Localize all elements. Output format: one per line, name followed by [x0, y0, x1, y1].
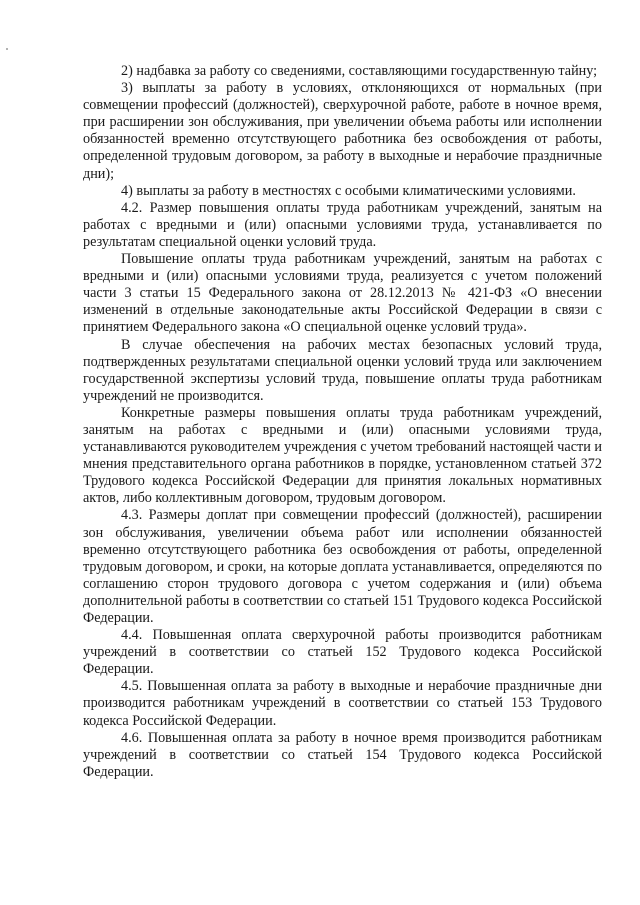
- paragraph-section-4-3: 4.3. Размеры доплат при совмещении профессий (должностей), расширении зон обслуживания, увеличении объема работ или исполнении обязанностей временно отсутствующего работника без освобождения от работы, определенной трудовым договором, и сроки, на которые доплата устанавливается, определяются по соглашению сторон трудового договора с учетом содержания и (или) объема дополнительной работы в соответствии со статьей 151 Трудового кодекса Российской Федерации.: [83, 507, 602, 626]
- paragraph-section-4-2-specific-amounts: Конкретные размеры повышения оплаты труда работникам учреждений, занятым на работах с вредными и (или) опасными условиями труда, устанавливаются руководителем учреждения с учетом требований настоящей части и мнения представительного органа работников в порядке, установленном статьей 372 Трудового кодекса Российской Федерации для принятия локальных нормативных актов, либо коллективным договором, трудовым договором.: [83, 404, 602, 507]
- paragraph-section-4-2-safe-conditions: В случае обеспечения на рабочих местах безопасных условий труда, подтвержденных результатами специальной оценки условий труда или заключением государственной экспертизы условий труда, повышение оплаты труда работникам учреждений не производится.: [83, 336, 602, 404]
- paragraph-item-3-abnormal-conditions-payments: 3) выплаты за работу в условиях, отклоняющихся от нормальных (при совмещении профессий (должностей), сверхурочной работе, работе в ночное время, при расширении зон обслуживания, при увеличении объема работы или исполнении обязанностей временно отсутствующего работника без освобождения от работы, определенной трудовым договором, за работу в выходные и нерабочие праздничные дни);: [83, 80, 602, 182]
- paragraph-section-4-6: 4.6. Повышенная оплата за работу в ночное время производится работникам учреждений в соответствии со статьей 154 Трудового кодекса Российской Федерации.: [83, 729, 602, 780]
- document-body: [83, 63, 602, 781]
- paragraph-section-4-4: 4.4. Повышенная оплата сверхурочной работы производится работникам учреждений в соответствии со статьей 152 Трудового кодекса Российской Федерации.: [83, 627, 602, 678]
- paragraph-item-4-climatic-conditions-payments: 4) выплаты за работу в местностях с особыми климатическими условиями.: [121, 182, 576, 199]
- scan-artifact-dot: [6, 48, 8, 50]
- paragraph-section-4-5: 4.5. Повышенная оплата за работу в выходные и нерабочие праздничные дни производится работникам учреждений в соответствии со статьей 153 Трудового кодекса Российской Федерации.: [83, 678, 602, 729]
- paragraph-item-2-state-secret-allowance: 2) надбавка за работу со сведениями, составляющими государственную тайну;: [121, 63, 598, 79]
- paragraph-section-4-2: 4.2. Размер повышения оплаты труда работникам учреждений, занятым на работах с вредными и (или) опасными условиями труда, устанавливается по результатам специальной оценки условий труда.: [83, 199, 602, 250]
- paragraph-section-4-2-federal-law: Повышение оплаты труда работникам учреждений, занятым на работах с вредными и (или) опасными условиями труда, реализуется с учетом положений части 3 статьи 15 Федерального закона от 28.12.2013 № 421-ФЗ «О внесении изменений в отдельные законодательные акты Российской Федерации в связи с принятием Федерального закона «О специальной оценке условий труда».: [83, 251, 602, 336]
